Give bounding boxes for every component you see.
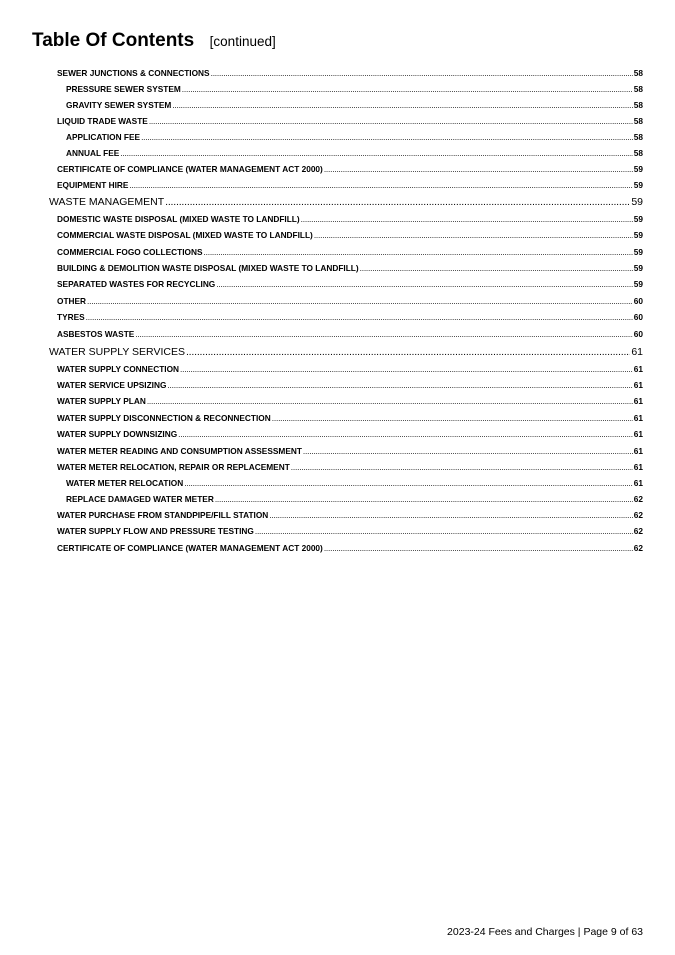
page-title: Table Of Contents (32, 30, 195, 51)
toc-entry-page: 62 (633, 526, 643, 536)
toc-leader-dots (180, 364, 633, 374)
toc-entry-label: WATER METER RELOCATION, REPAIR OR REPLACEMENT (57, 462, 290, 472)
toc-entry[interactable] (66, 132, 643, 142)
toc-entry-page: 61 (633, 364, 643, 374)
toc-entry[interactable] (66, 100, 643, 110)
toc-leader-dots (360, 263, 633, 273)
page-footer: 2023-24 Fees and Charges | Page 9 of 63 (447, 926, 643, 938)
toc-entry-label: TYRES (57, 312, 85, 322)
toc-leader-dots (324, 543, 633, 553)
toc-entry-page: 61 (633, 478, 643, 488)
toc-entry-label: DOMESTIC WASTE DISPOSAL (MIXED WASTE TO LANDFILL) (57, 214, 300, 224)
toc-entry-label: WATER SUPPLY CONNECTION (57, 364, 180, 374)
toc-leader-dots (211, 68, 633, 78)
toc-leader-dots (204, 247, 633, 257)
toc-leader-dots (149, 116, 633, 126)
toc-leader-dots (141, 132, 633, 142)
toc-leader-dots (186, 346, 630, 358)
toc-entry-label: WATER PURCHASE FROM STANDPIPE/FILL STATION (57, 510, 269, 520)
toc-entry[interactable] (57, 180, 643, 190)
toc-entry[interactable] (57, 462, 643, 472)
toc-entry-page: 62 (633, 510, 643, 520)
toc-entry[interactable] (66, 494, 643, 504)
toc-entry-label: WATER SUPPLY DISCONNECTION & RECONNECTION (57, 413, 271, 423)
toc-leader-dots (303, 446, 633, 456)
toc-entry-page: 60 (633, 329, 643, 339)
toc-entry-label: ASBESTOS WASTE (57, 329, 135, 339)
toc-entry-label: APPLICATION FEE (66, 132, 141, 142)
toc-entry[interactable] (57, 329, 643, 339)
toc-entry-label: GRAVITY SEWER SYSTEM (66, 100, 172, 110)
toc-entry-page: 58 (633, 68, 643, 78)
toc-entry-page: 59 (631, 196, 643, 208)
toc-entry-label: WATER SUPPLY SERVICES (49, 346, 185, 358)
toc-entry-page: 59 (633, 180, 643, 190)
toc-entry[interactable] (66, 478, 643, 488)
toc-entry-page: 60 (633, 312, 643, 322)
toc-entry-label: SEWER JUNCTIONS & CONNECTIONS (57, 68, 210, 78)
toc-entry-label: REPLACE DAMAGED WATER METER (66, 494, 214, 504)
toc-entry-page: 62 (633, 494, 643, 504)
toc-entry-page: 61 (633, 396, 643, 406)
toc-leader-dots (172, 100, 633, 110)
toc-leader-dots (165, 196, 630, 208)
toc-entry-label: WASTE MANAGEMENT (49, 196, 165, 208)
toc-entry-page: 59 (633, 164, 643, 174)
toc-leader-dots (291, 462, 633, 472)
toc-leader-dots (86, 312, 633, 322)
toc-entry[interactable] (57, 312, 643, 322)
toc-entry-page: 61 (633, 380, 643, 390)
toc-entry-label: BUILDING & DEMOLITION WASTE DISPOSAL (MIXED WASTE TO LANDFILL) (57, 263, 359, 273)
toc-leader-dots (314, 230, 633, 240)
toc-entry-page: 59 (633, 230, 643, 240)
toc-entry[interactable] (57, 230, 643, 240)
toc-leader-dots (129, 180, 632, 190)
toc-entry[interactable] (57, 413, 643, 423)
toc-leader-dots (87, 296, 633, 306)
toc-entry-label: COMMERCIAL WASTE DISPOSAL (MIXED WASTE TO LANDFILL) (57, 230, 313, 240)
toc-entry-label: EQUIPMENT HIRE (57, 180, 129, 190)
toc-entry[interactable] (57, 68, 643, 78)
toc-entry[interactable] (57, 429, 643, 439)
toc-entry[interactable] (66, 84, 643, 94)
toc-entry-page: 61 (631, 346, 643, 358)
toc-entry-page: 58 (633, 100, 643, 110)
toc-leader-dots (120, 148, 632, 158)
toc-entry-label: COMMERCIAL FOGO COLLECTIONS (57, 247, 203, 257)
toc-entry-label: WATER METER READING AND CONSUMPTION ASSESSMENT (57, 446, 302, 456)
toc-entry-page: 62 (633, 543, 643, 553)
toc-leader-dots (272, 413, 633, 423)
page-subtitle: [continued] (209, 34, 276, 49)
toc-entry[interactable] (57, 380, 643, 390)
toc-entry-page: 59 (633, 263, 643, 273)
toc-leader-dots (255, 526, 633, 536)
toc-entry[interactable] (57, 247, 643, 257)
toc-entry-page: 59 (633, 279, 643, 289)
toc-entry-label: OTHER (57, 296, 87, 306)
toc-entry-page: 60 (633, 296, 643, 306)
toc-entry[interactable] (57, 279, 643, 289)
toc-entry-page: 58 (633, 116, 643, 126)
toc-leader-dots (301, 214, 633, 224)
toc-leader-dots (324, 164, 633, 174)
toc-entry[interactable] (57, 214, 643, 224)
toc-entry[interactable] (57, 396, 643, 406)
toc-entry-page: 58 (633, 84, 643, 94)
toc-leader-dots (182, 84, 633, 94)
toc-entry[interactable] (57, 364, 643, 374)
toc-entry-page: 61 (633, 462, 643, 472)
toc-leader-dots (215, 494, 633, 504)
toc-entry[interactable] (57, 116, 643, 126)
toc-entry-page: 61 (633, 413, 643, 423)
toc-entry-label: WATER SERVICE UPSIZING (57, 380, 167, 390)
toc-leader-dots (184, 478, 633, 488)
toc-entry-label: SEPARATED WASTES FOR RECYCLING (57, 279, 216, 289)
toc-entry[interactable] (66, 148, 643, 158)
toc-entry[interactable] (57, 164, 643, 174)
toc-entry-page: 61 (633, 446, 643, 456)
toc-entry-page: 61 (633, 429, 643, 439)
toc-leader-dots (135, 329, 632, 339)
page-header (32, 30, 276, 52)
toc-entry-label: ANNUAL FEE (66, 148, 120, 158)
toc-entry-page: 58 (633, 148, 643, 158)
toc-entry[interactable] (57, 526, 643, 536)
toc-entry[interactable] (49, 346, 643, 358)
toc-entry[interactable] (57, 263, 643, 273)
toc-leader-dots (167, 380, 632, 390)
toc-entry-label: WATER SUPPLY DOWNSIZING (57, 429, 178, 439)
toc-leader-dots (269, 510, 633, 520)
toc-leader-dots (147, 396, 633, 406)
toc-leader-dots (178, 429, 633, 439)
toc-entry-page: 58 (633, 132, 643, 142)
toc-entry[interactable] (49, 196, 643, 208)
toc-entry-page: 59 (633, 247, 643, 257)
toc-entry[interactable] (57, 510, 643, 520)
toc-entry-page: 59 (633, 214, 643, 224)
toc-entry-label: WATER METER RELOCATION (66, 478, 184, 488)
toc-entry-label: WATER SUPPLY FLOW AND PRESSURE TESTING (57, 526, 254, 536)
toc-entry-label: LIQUID TRADE WASTE (57, 116, 148, 126)
toc-leader-dots (216, 279, 633, 289)
toc-entry[interactable] (57, 296, 643, 306)
toc-entry[interactable] (57, 446, 643, 456)
toc-entry[interactable] (57, 543, 643, 553)
toc-entry-label: CERTIFICATE OF COMPLIANCE (WATER MANAGEMENT ACT 2000) (57, 164, 323, 174)
toc-entry-label: PRESSURE SEWER SYSTEM (66, 84, 181, 94)
toc-entry-label: CERTIFICATE OF COMPLIANCE (WATER MANAGEMENT ACT 2000) (57, 543, 323, 553)
toc-entry-label: WATER SUPPLY PLAN (57, 396, 146, 406)
